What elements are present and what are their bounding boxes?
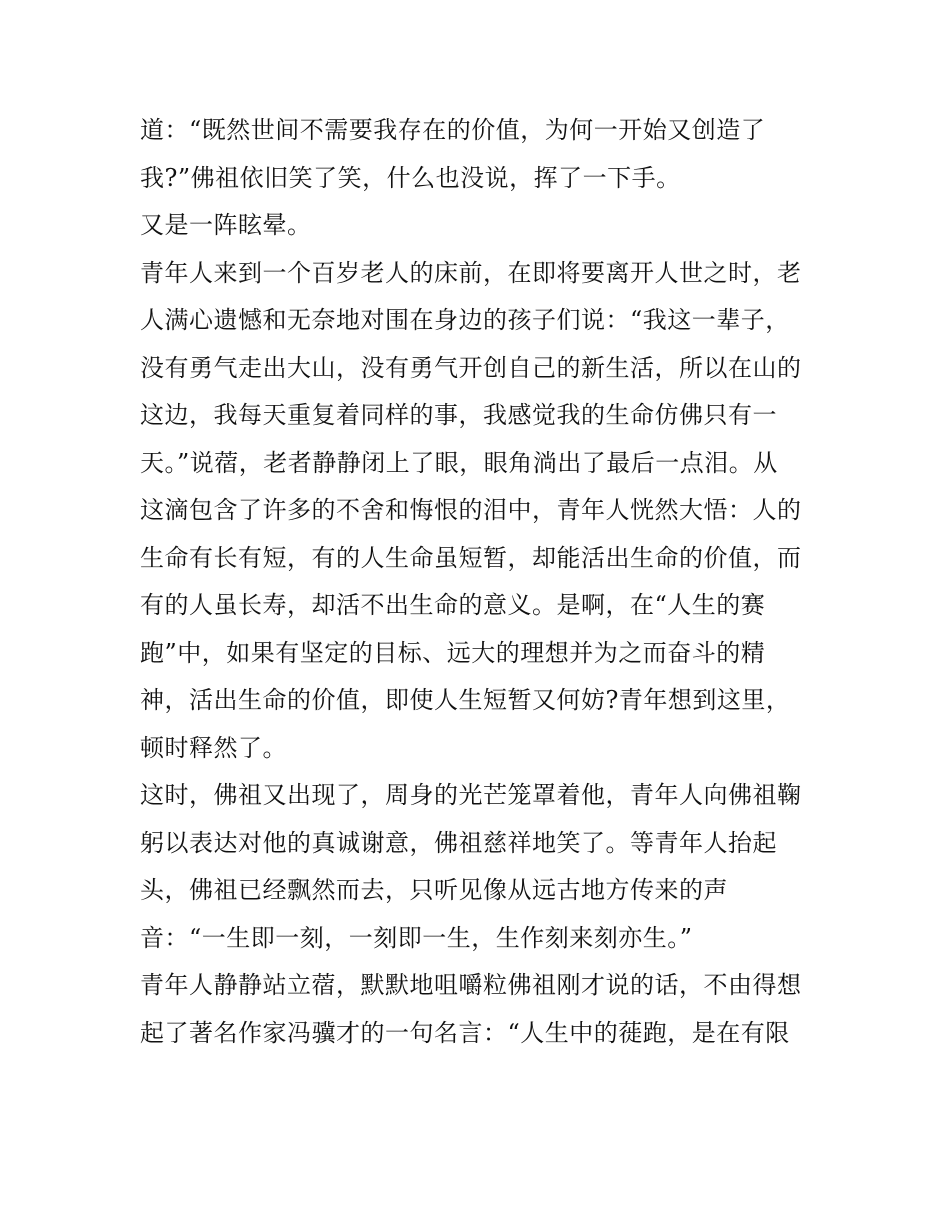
text-line: 这时，佛祖又出现了，周身的光芒笼罩着他，青年人向佛祖鞠 bbox=[140, 781, 802, 809]
text-line: 头，佛祖已经飘然而去，只听见像从远古地方传来的声 bbox=[140, 876, 728, 904]
body-text bbox=[140, 110, 820, 1060]
text-line: 人满心遗憾和无奈地对围在身边的孩子们说：“我这一辈子， bbox=[140, 306, 790, 334]
text-line: 顿时释然了。 bbox=[140, 733, 287, 762]
text-line: 我?”佛祖依旧笑了笑，什么也没说，挥了一下手。 bbox=[140, 163, 681, 192]
text-line: 这边，我每天重复着同样的事，我感觉我的生命仿佛只有一 bbox=[140, 401, 777, 429]
text-line: 躬以表达对他的真诚谢意，佛祖慈祥地笑了。等青年人抬起 bbox=[140, 828, 777, 857]
text-line: 这滴包含了许多的不舍和悔恨的泪中，青年人恍然大悟：人的 bbox=[140, 496, 802, 524]
text-line: 跑”中，如果有坚定的目标、远大的理想并为之而奋斗的精 bbox=[140, 638, 766, 667]
text-line: 又是一阵眩晕。 bbox=[140, 211, 312, 239]
text-line: 青年人来到一个百岁老人的床前，在即将要离开人世之时，老 bbox=[140, 258, 802, 287]
text-line: 音：“一生即一刻，一刻即一生，生作刻来刻亦生。” bbox=[140, 923, 693, 952]
text-line: 青年人静静站立蓿，默默地咀嚼粒佛祖刚才说的话，不由得想 bbox=[140, 971, 802, 999]
text-line: 有的人虽长寿，却活不出生命的意义。是啊，在“人生的赛 bbox=[140, 591, 766, 619]
text-line: 天。”说蓿，老者静静闭上了眼，眼角淌出了最后一点泪。从 bbox=[140, 448, 778, 477]
text-line: 没有勇气走出大山，没有勇气开创自己的新生活，所以在山的 bbox=[140, 353, 802, 382]
text-line: 起了著名作家冯骥才的一句名言：“人生中的蓰跑，是在有限 bbox=[140, 1018, 790, 1047]
text-line: 道：“既然世间不需要我存在的价值，为何一开始又创造了 bbox=[140, 116, 766, 144]
text-line: 生命有长有短，有的人生命虽短暂，却能活出生命的价值，而 bbox=[140, 543, 802, 572]
text-line: 神，活出生命的价值，即使人生短暂又何妨?青年想到这里， bbox=[140, 686, 791, 714]
